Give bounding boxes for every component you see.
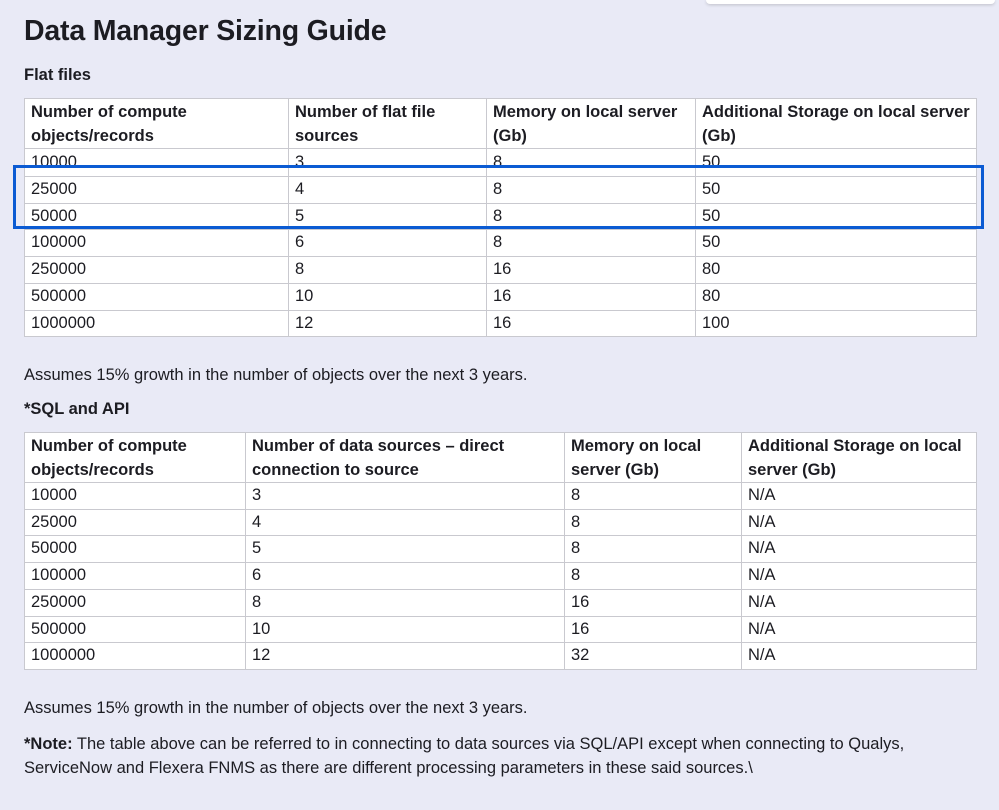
table-cell: 12 xyxy=(246,643,565,670)
table-cell: 8 xyxy=(289,257,487,284)
footnote-label: *Note: xyxy=(24,735,73,753)
table-cell: 16 xyxy=(487,257,696,284)
table-row xyxy=(25,230,977,257)
table-cell: 500000 xyxy=(25,283,289,310)
overlay-card-edge xyxy=(706,0,995,4)
table-cell: 1000000 xyxy=(25,643,246,670)
table-cell: 8 xyxy=(487,230,696,257)
table-cell: 5 xyxy=(289,203,487,230)
table-cell: 6 xyxy=(246,563,565,590)
table-cell: 80 xyxy=(696,257,977,284)
table-cell: 16 xyxy=(487,310,696,337)
table-cell: N/A xyxy=(742,536,977,563)
table-cell: 8 xyxy=(565,483,742,510)
table-cell: 50000 xyxy=(25,203,289,230)
table-row xyxy=(25,283,977,310)
sql-api-table xyxy=(24,432,977,670)
table-row xyxy=(25,310,977,337)
table-cell: 1000000 xyxy=(25,310,289,337)
table-cell: 25000 xyxy=(25,509,246,536)
table-cell: 8 xyxy=(487,203,696,230)
flat-files-table xyxy=(24,98,977,337)
sql-api-growth-note: Assumes 15% growth in the number of objects over the next 3 years. xyxy=(24,699,528,717)
table-row xyxy=(25,589,977,616)
table-cell: 8 xyxy=(487,177,696,204)
table-cell: 50000 xyxy=(25,536,246,563)
table-cell: 10 xyxy=(246,616,565,643)
column-header: Number of flat file sources xyxy=(289,99,487,149)
footnote-text: The table above can be referred to in connecting to data sources via SQL/API except when connecting to Qualys, ServiceNow and Flexera FNMS as there are different processing parameters in these said sources.\ xyxy=(24,735,905,777)
table-cell: 4 xyxy=(246,509,565,536)
table-cell: N/A xyxy=(742,589,977,616)
flat-files-heading: Flat files xyxy=(24,66,91,84)
table-cell: 250000 xyxy=(25,589,246,616)
table-cell: 100 xyxy=(696,310,977,337)
table-row xyxy=(25,149,977,177)
table-row xyxy=(25,536,977,563)
table-cell: 8 xyxy=(246,589,565,616)
table-row xyxy=(25,257,977,284)
sql-api-heading: *SQL and API xyxy=(24,400,130,418)
table-cell: 10000 xyxy=(25,483,246,510)
column-header: Number of compute objects/records xyxy=(25,99,289,149)
table-row xyxy=(25,643,977,670)
column-header: Additional Storage on local server (Gb) xyxy=(742,433,977,483)
table-cell: 16 xyxy=(565,616,742,643)
table-cell: 6 xyxy=(289,230,487,257)
table-cell: 3 xyxy=(289,149,487,177)
table-cell: 80 xyxy=(696,283,977,310)
table-cell: 100000 xyxy=(25,230,289,257)
table-header-row xyxy=(25,99,977,149)
table-cell: 25000 xyxy=(25,177,289,204)
table-row xyxy=(25,483,977,510)
flat-files-growth-note: Assumes 15% growth in the number of objects over the next 3 years. xyxy=(24,366,528,384)
table-row xyxy=(25,177,977,204)
table-cell: N/A xyxy=(742,616,977,643)
table-cell: 50 xyxy=(696,177,977,204)
table-cell: 16 xyxy=(487,283,696,310)
column-header: Additional Storage on local server (Gb) xyxy=(696,99,977,149)
table-cell: 50 xyxy=(696,203,977,230)
table-cell: 8 xyxy=(565,536,742,563)
table-cell: 100000 xyxy=(25,563,246,590)
table-cell: N/A xyxy=(742,483,977,510)
table-cell: 10 xyxy=(289,283,487,310)
table-cell: 500000 xyxy=(25,616,246,643)
page-title: Data Manager Sizing Guide xyxy=(24,15,387,47)
table-cell: 16 xyxy=(565,589,742,616)
table-cell: 250000 xyxy=(25,257,289,284)
table-cell: 8 xyxy=(487,149,696,177)
table-row xyxy=(25,616,977,643)
footnote xyxy=(24,732,984,780)
table-cell: 32 xyxy=(565,643,742,670)
table-row xyxy=(25,563,977,590)
table-cell: 5 xyxy=(246,536,565,563)
table-cell: 10000 xyxy=(25,149,289,177)
column-header: Memory on local server (Gb) xyxy=(565,433,742,483)
table-cell: 4 xyxy=(289,177,487,204)
table-cell: 12 xyxy=(289,310,487,337)
table-cell: 50 xyxy=(696,230,977,257)
column-header: Number of data sources – direct connection to source xyxy=(246,433,565,483)
table-cell: N/A xyxy=(742,643,977,670)
table-row xyxy=(25,203,977,230)
table-cell: 50 xyxy=(696,149,977,177)
table-cell: 8 xyxy=(565,563,742,590)
table-cell: 3 xyxy=(246,483,565,510)
table-cell: 8 xyxy=(565,509,742,536)
column-header: Memory on local server (Gb) xyxy=(487,99,696,149)
table-cell: N/A xyxy=(742,509,977,536)
table-row xyxy=(25,509,977,536)
table-cell: N/A xyxy=(742,563,977,590)
column-header: Number of compute objects/records xyxy=(25,433,246,483)
table-header-row xyxy=(25,433,977,483)
